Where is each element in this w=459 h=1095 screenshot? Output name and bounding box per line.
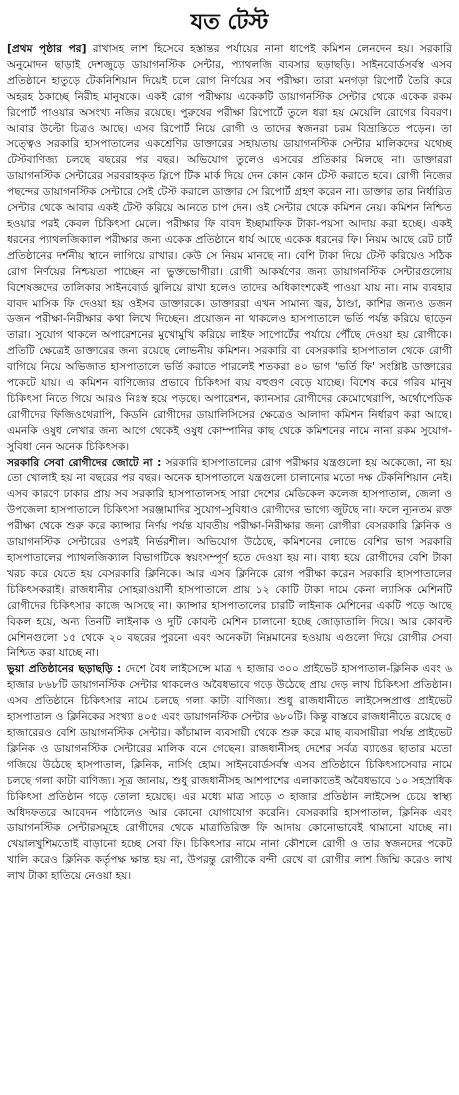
section-fake-institutions-heading: ভুয়া প্রতিষ্ঠানের ছড়াছড়ি :: [7, 663, 122, 676]
section-govt-service-text: সরকারি হাসপাতালের রোগ পরীক্ষার যন্ত্রগুলো হয় অকেজো, না হয় তো খোলাই হয় না বছরের পর বছর। অনেক হাসপাতালে যন্ত্রগুলো চালানোর মতো দক্ষ টেকনিশিয়ান নেই। এসব কারণে ঢাকার প্রায় সব সরকারি হাসপাতালসহ সারা দেশের মেডিকেল কলেজ হাসপাতাল, জেলা ও উপজেলা হাসপাতালে চিকিৎসা সরঞ্জামাদির সুযোগ-সুবিধাও রোগীদের ভাগ্যে জুটছে না। ফলে ন্যূনতম রক্ত পরীক্ষা থেকে শুরু করে ক্যান্সার নির্ণয় পর্যন্ত যাবতীয় পরীক্ষা-নিরীক্ষার জন্য রোগীরা বেসরকারি ক্লিনিক ও ডায়াগনস্টিক সেন্টারের ওপরই নির্ভরশীল। অভিযোগ উঠেছে, কমিশনের লোভে বেশির ভাগ সরকারি হাসপাতালের প্যাথলজিক্যাল বিভাগটিকে স্বয়ংসম্পূর্ণ হতে দেওয়া হয় না। বাধ্য হয়ে রোগীদের বেশি টাকা খরচ করে যেতে হয় বেসরকারি ক্লিনিকে। আর এসব ক্লিনিকে রোগ পরীক্ষা করেন সরকারি হাসপাতালের চিকিৎসকরাই। রাজধানীর সোহরাওয়ার্দী হাসপাতালে প্রায় ১২ কোটি টাকা দামে কেনা ল্যাসিক মেশিনটি রোগীদের চিকিৎসার কাজে আসছে না। ক্যান্সার হাসপাতালের চারটি লাইনাক মেশিনের একটি পড়ে আছে বিকল হয়ে, অন্য তিনটি লাইনাক ও দুটি কোবল্ট মেশিন চালানো হচ্ছে জোড়াতালি দিয়ে। আর কোবল্ট মেশিনগুলো ১৫ থেকে ২০ বছরের পুরনো এবং অনেকটা নিম্নমানের হওয়ায় এগুলো দিয়ে রোগীর সেবা নিশ্চিত করা যাচ্ছে না।: [7, 456, 453, 660]
section-fake-institutions-text: দেশে বৈধ লাইসেন্সে মাত্র ৭ হাজার ৩০০ প্রাইভেট হাসপাতাল-ক্লিনিক এবং ৬ হাজার ৮৬৮টি ডায়াগনস্টিক সেন্টার থাকলেও অবৈধভাবে গড়ে উঠেছে প্রায় দেড় লাখ চিকিৎসা প্রতিষ্ঠান। এসব প্রতিষ্ঠানে চিকিৎসার নামে চলছে গলা কাটা বাণিজ্য। শুধু রাজধানীতে লাইসেন্সপ্রাপ্ত প্রাইভেট হাসপাতাল ও ক্লিনিকের সংখ্যা ৪০৫ এবং ডায়াগনস্টিক সেন্টার ৬৮০টি। কিন্তু বাস্তবে রাজধানীতে রয়েছে ৫ হাজারেরও বেশি ডায়াগনস্টিক সেন্টার। কাঁচামাল ব্যবসায়ী থেকে শুরু করে মাছ ব্যবসায়ীরা পর্যন্ত প্রাইভেট ক্লিনিক ও ডায়াগনস্টিক সেন্টারের মালিক বনে গেছেন। রাজধানীসহ দেশের সর্বত্র ব্যাঙের ছাতার মতো গজিয়ে উঠেছে হাসপাতাল, ক্লিনিক, নার্সিং হোম। সাইনবোর্ডসর্বস্ব এসব প্রতিষ্ঠানে চিকিৎসাসেবার নামে চলছে গলা কাটা বাণিজ্য। সূত্র জানায়, শুধু রাজধানীসহ আশপাশের এলাকাতেই অবৈধভাবে ১০ সহস্রাধিক চিকিৎসা প্রতিষ্ঠান গড়ে তোলা হয়েছে। এর মধ্যে মাত্র সাড়ে ৩ হাজার প্রতিষ্ঠান লাইসেন্স চেয়ে স্বাস্থ্য অধিদফতরে আবেদন পাঠালেও আর কোনো যোগাযোগ করেনি। বেসরকারি হাসপাতাল, ক্লিনিক এবং ডায়াগনস্টিক সেন্টারসমূহে রোগীদের থেকে মাত্রাতিরিক্ত ফি আদায় কোনোভাবেই থামানো যাচ্ছে না। খেয়ালখুশিমতোই বাড়ানো হচ্ছে সেবা ফি। চিকিৎসার নামে নানা কৌশলে রোগী ও তার স্বজনদের পকেট খালি করেও ক্লিনিক কর্তৃপক্ষ ক্ষান্ত হয় না, উপরন্তু রোগীকে বন্দী রেখে বা রোগীর লাশ জিম্মি করেও লাখ লাখ টাকা হাতিয়ে নেওয়া হয়।: [7, 663, 453, 883]
intro-text: রাখাসহ লাশ হিসেবে হস্তান্তর পর্যায়ের নানা ধাপেই কমিশন লেনদেন হয়। সরকারি অনুমোদন ছাড়াই দেশজুড়ে ডায়াগনস্টিক সেন্টার, প্যাথলজি ব্যবসার ছড়াছড়ি। সাইনবোর্ডসর্বস্ব এসব প্রতিষ্ঠানে হাতুড়ে টেকনিশিয়ান দিয়েই চলে রোগ নির্ণয়ের সব পরীক্ষা। তারা মনগড়া রিপোর্ট তৈরি করে অহরহ ঠকাচ্ছে নিরীহ মানুষকে। একই রোগ পরীক্ষায় একেকটি ডায়াগনস্টিক সেন্টার থেকে একেক রকম রিপোর্ট পাওয়ার অসংখ্য নজির রয়েছে। পুরুষের পরীক্ষা রিপোর্টে তুলে ধরা হয় মেয়েলি রোগের বিবরণ। আবার উল্টো চিত্রও আছে। এসব রিপোর্ট নিয়ে রোগী ও তাদের স্বজনরা চরম বিভ্রান্তিতে পড়েন। তা সত্ত্বেও সরকারি হাসপাতালের একশ্রেণির ডাক্তারের সহায়তায় ডায়াগনস্টিক সেন্টার মালিকদের যথেচ্ছ টেস্টবাণিজ্য চলছে বছরের পর বছর। অভিযোগ তুলেও এসবের প্রতিকার মিলছে না। ডাক্তাররা ডায়াগনস্টিক সেন্টারের সরবরাহকৃত স্লিপে টিক মার্ক দিয়ে দেন কোন কোন টেস্ট করাতে হবে। রোগী নিজের পছন্দের ডায়াগনস্টিক সেন্টারে সেই টেস্ট করালে ডাক্তার সে রিপোর্ট গ্রহণ করেন না। ডাক্তার তার নির্ধারিত সেন্টার থেকে আবার একই টেস্ট করিয়ে আনতে চাপ দেন। ওই সেন্টার থেকে কমিশন নেয়। কমিশন নিশ্চিত হওয়ার পরই কেবল চিকিৎসা মেলে। পরীক্ষার ফি বাবদ ইচ্ছামাফিক টাকা-পয়সা আদায় করা হচ্ছে। একই ধরনের প্যাথলজিক্যাল পরীক্ষার জন্য একেক প্রতিষ্ঠানে ধার্য আছে একেক ধরনের ফি। নিয়ম আছে রেট চার্ট প্রতিষ্ঠানের দর্শনীয় স্থানে লাগিয়ে রাখার। কেউ সে নিয়ম মানছে না। বেশি টাকা দিয়ে টেস্ট করিয়েও সঠিক রোগ নির্ণয়ের নিশ্চয়তা পাচ্ছেন না ভুক্তভোগীরা। রোগী আকর্ষণের জন্য ডায়াগনস্টিক সেন্টারগুলোয় বিশেষজ্ঞদের তালিকার সাইনবোর্ড ঝুলিয়ে রাখা হলেও তাদের অধিকাংশকেই পাওয়া যায় না। নাম ব্যবহার বাবদ মাসিক ফি দেওয়া হয় ওইসব ডাক্তারকে। ডাক্তাররা এখন সামান্য জ্বর, ঠাণ্ডা, কাশির জন্যও ডজন ডজন পরীক্ষা-নিরীক্ষার কথা লিখে দিচ্ছেন। প্রয়োজন না থাকলেও হাসপাতালে ভর্তি পর্যন্ত করিয়ে ছাড়েন তারা। সুযোগ থাকলে অপারেশনের মুখোমুখি করিয়ে লাইফ সাপোর্টের পর্যায়ে পৌঁছে দেওয়া হয় রোগীকে। প্রতিটি ক্ষেত্রেই ডাক্তারের জন্য রয়েছে লোভনীয় কমিশন। সরকারি বা বেসরকারি হাসপাতাল থেকে রোগী বাগিয়ে নিয়ে অভিজাত হাসপাতালে ভর্তি করাতে পারলেই শতকরা ৪০ ভাগ 'ভর্তি ফি' সংশ্লিষ্ট ডাক্তারের পকেটে যায়। এ কমিশন বাণিজ্যের প্রভাবে চিকিৎসা ব্যয় বহুগুণ বেড়ে যাচ্ছে। বিশেষ করে গরিব মানুষ চিকিৎসা নিতে গিয়ে আরও নিঃস্ব হয়ে পড়ছে। অপারেশন, ক্যানসার রোগীদের কেমোথেরাপি, অর্থোপেডিক রোগীদের ফিজিওথেরাপি, কিডনি রোগীদের ডায়ালিসিসের ক্ষেত্রেও আলাদা কমিশন নির্ধারণ করা আছে। এমনকি ওষুধ লেখার জন্য আগে থেকেই ওষুধ কোম্পানির কাছ থেকে কমিশনের নামে নানা রকম সুযোগ-সুবিধা নেন অনেক চিকিৎসক।: [7, 43, 452, 453]
section-govt-service-heading: সরকারি সেবা রোগীদের জোটে না :: [7, 456, 162, 469]
article-headline: যত টেস্ট: [190, 9, 269, 35]
continuation-label: [প্রথম পৃষ্ঠার পর]: [7, 43, 87, 55]
section-fake-institutions: [7, 662, 452, 885]
article-body-intro: [7, 42, 452, 456]
section-govt-service: [7, 456, 452, 663]
